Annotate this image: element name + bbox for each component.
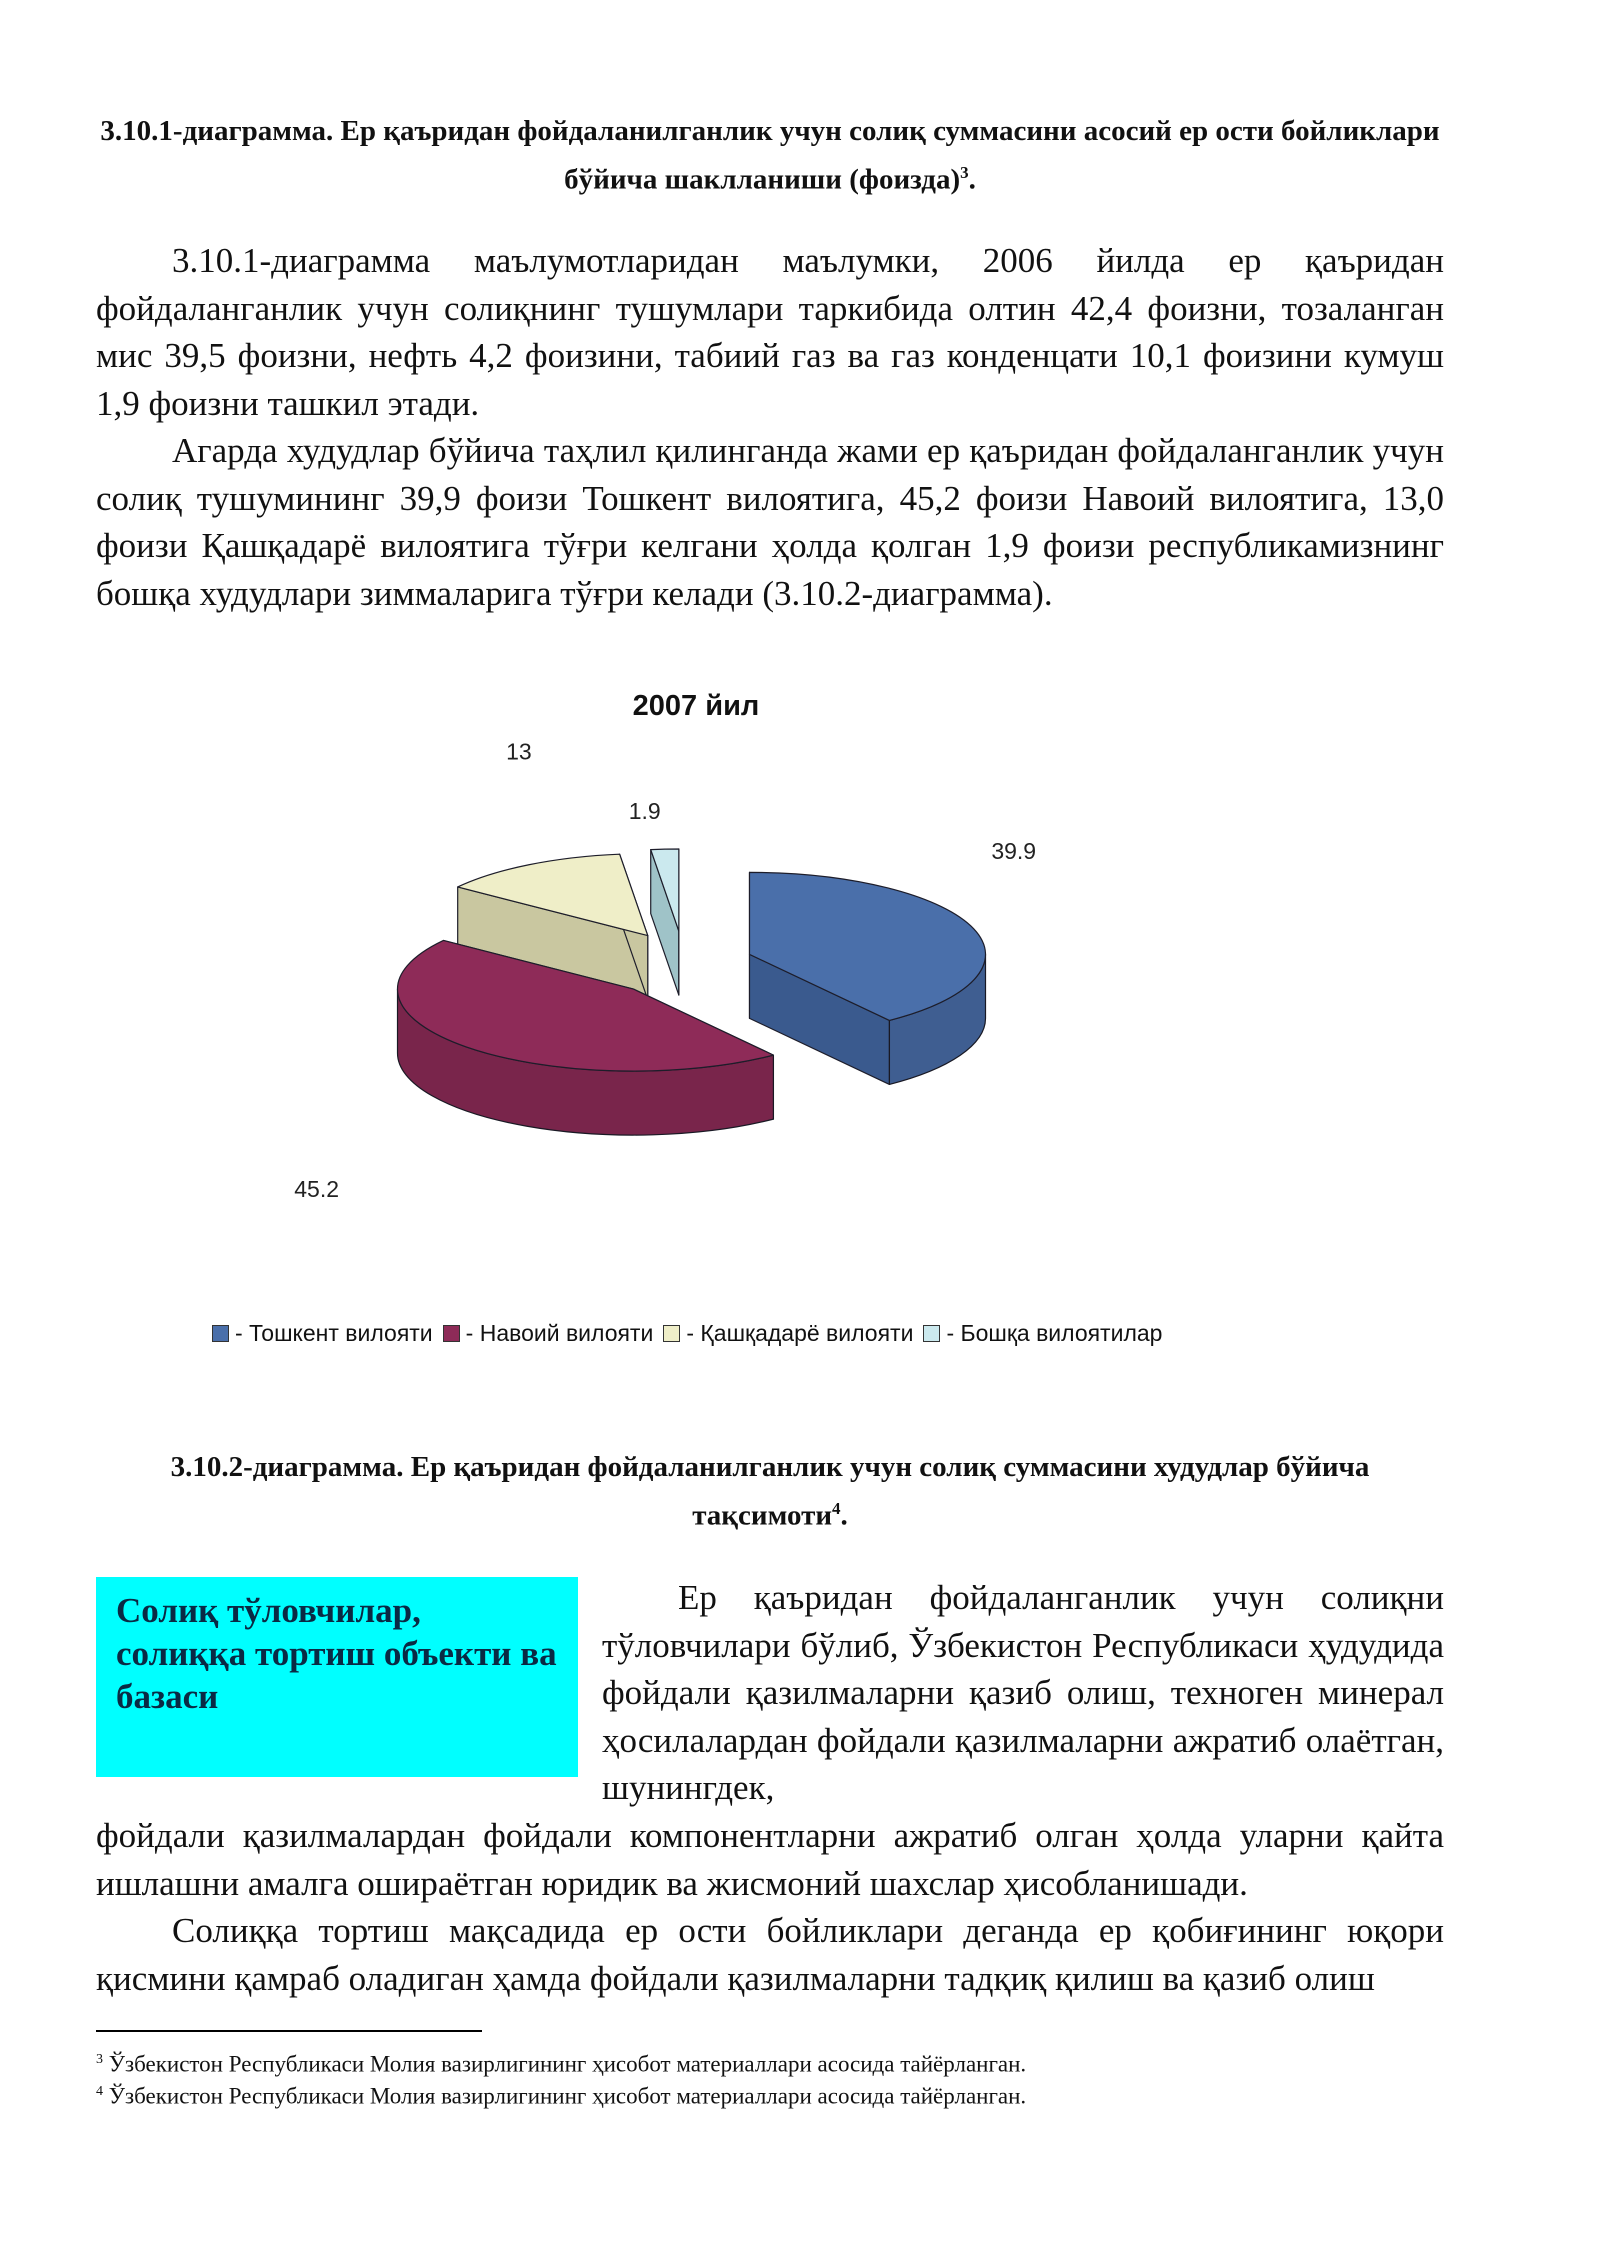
legend-item-4	[923, 1320, 1162, 1347]
figure-caption-2	[96, 1446, 1444, 1537]
chart-title: 2007 йил	[632, 690, 760, 722]
footnote-4	[96, 2077, 1026, 2112]
caption-2-end: .	[840, 1499, 848, 1532]
legend-item-1	[212, 1320, 433, 1347]
caption-1-end: .	[968, 163, 976, 196]
data-label-3: 13	[506, 738, 532, 765]
legend-swatch-2	[443, 1325, 460, 1342]
figure-caption-1	[96, 110, 1444, 201]
paragraph-3-end: фойдали қазилмалардан фойдали компонентларни ажратиб олган ҳолда уларни қайта ишлашни амалга ошираётган юридик ва жисмоний шахслар ҳисобланишади.	[96, 1816, 1444, 1903]
legend-swatch-4	[923, 1325, 940, 1342]
paragraph-1: 3.10.1-диаграмма маълумотларидан маълумки, 2006 йилда ер қаъридан фойдаланганлик учун солиқнинг тушумлари таркибида олтин 42,4 фоизни, тозаланган мис 39,5 фоизни, нефть 4,2 фоизини, табиий газ ва газ конденцати 10,1 фоизини кумуш 1,9 фоизни ташкил этади.	[96, 241, 1444, 423]
footnote-ref-4: 4	[832, 1499, 841, 1518]
footnote-text: Ўзбекистон Республикаси Молия вазирлигининг ҳисобот материаллари асосида тайёрланган.	[103, 2083, 1027, 2109]
data-label-1: 39.9	[991, 837, 1037, 864]
pie-chart-svg	[96, 680, 1444, 1320]
chart-legend	[212, 1320, 1162, 1347]
legend-item-3	[663, 1320, 913, 1347]
pie-slice-4	[651, 849, 679, 995]
pie-chart	[96, 680, 1444, 1360]
footnote-3	[96, 2045, 1026, 2080]
legend-label-4: - Бошқа вилоятилар	[946, 1320, 1163, 1346]
data-label-4: 1.9	[628, 798, 661, 825]
body-text-2	[96, 1812, 1444, 2002]
legend-label-3: - Қашқадарё вилояти	[686, 1320, 914, 1346]
footnote-number: 3	[96, 2052, 103, 2067]
body-text-1	[96, 237, 1444, 617]
paragraph-4: Солиққа тортиш мақсадида ер ости бойликлари деганда ер қобиғининг юқори қисмини қамраб оладиган ҳамда фойдали қазилмаларни тадқиқ қилиш ва қазиб олиш	[96, 1911, 1444, 1998]
paragraph-2: Агарда худудлар бўйича таҳлил қилинганда жами ер қаъридан фойдаланганлик учун солиқ тушумининг 39,9 фоизи Тошкент вилоятига, 45,2 фоизи Навоий вилоятига, 13,0 фоизи Қашқадарё вилоятига тўғри келгани ҳолда қолган 1,9 фоизи республикамизнинг бошқа худудлари зиммаларига тўғри келади (3.10.2-диаграмма).	[96, 431, 1444, 613]
legend-item-2	[443, 1320, 654, 1347]
footnote-separator	[96, 2030, 482, 2032]
legend-swatch-1	[212, 1325, 229, 1342]
caption-1-text: 3.10.1-диаграмма. Ер қаъридан фойдаланилганлик учун солиқ суммасини асосий ер ости бойликлари бўйича шаклланиши (фоизда)	[100, 115, 1440, 196]
footnote-ref-3: 3	[960, 163, 969, 182]
section-highlight-box: Солиқ тўловчилар, солиққа тортиш объекти ва базаси	[96, 1577, 578, 1777]
footnote-text: Ўзбекистон Республикаси Молия вазирлигининг ҳисобот материаллари асосида тайёрланган.	[103, 2051, 1027, 2077]
caption-2-text: 3.10.2-диаграмма. Ер қаъридан фойдаланилганлик учун солиқ суммасини худудлар бўйича тақсимоти	[170, 1451, 1370, 1532]
footnote-number: 4	[96, 2084, 103, 2099]
legend-swatch-3	[663, 1325, 680, 1342]
body-text-2-wrapped	[602, 1574, 1444, 1812]
legend-label-2: - Навоий вилояти	[465, 1320, 654, 1346]
legend-label-1: - Тошкент вилояти	[235, 1320, 433, 1346]
pie-slice-1	[750, 872, 986, 1084]
data-label-2: 45.2	[294, 1176, 340, 1203]
paragraph-3-start: Ер қаъридан фойдаланганлик учун солиқни тўловчилари бўлиб, Ўзбекистон Республикаси ҳудудида фойдали қазилмаларни қазиб олиш, техноген минерал ҳосилалардан фойдали қазилмаларни ажратиб олаётган, шунингдек,	[602, 1578, 1444, 1807]
